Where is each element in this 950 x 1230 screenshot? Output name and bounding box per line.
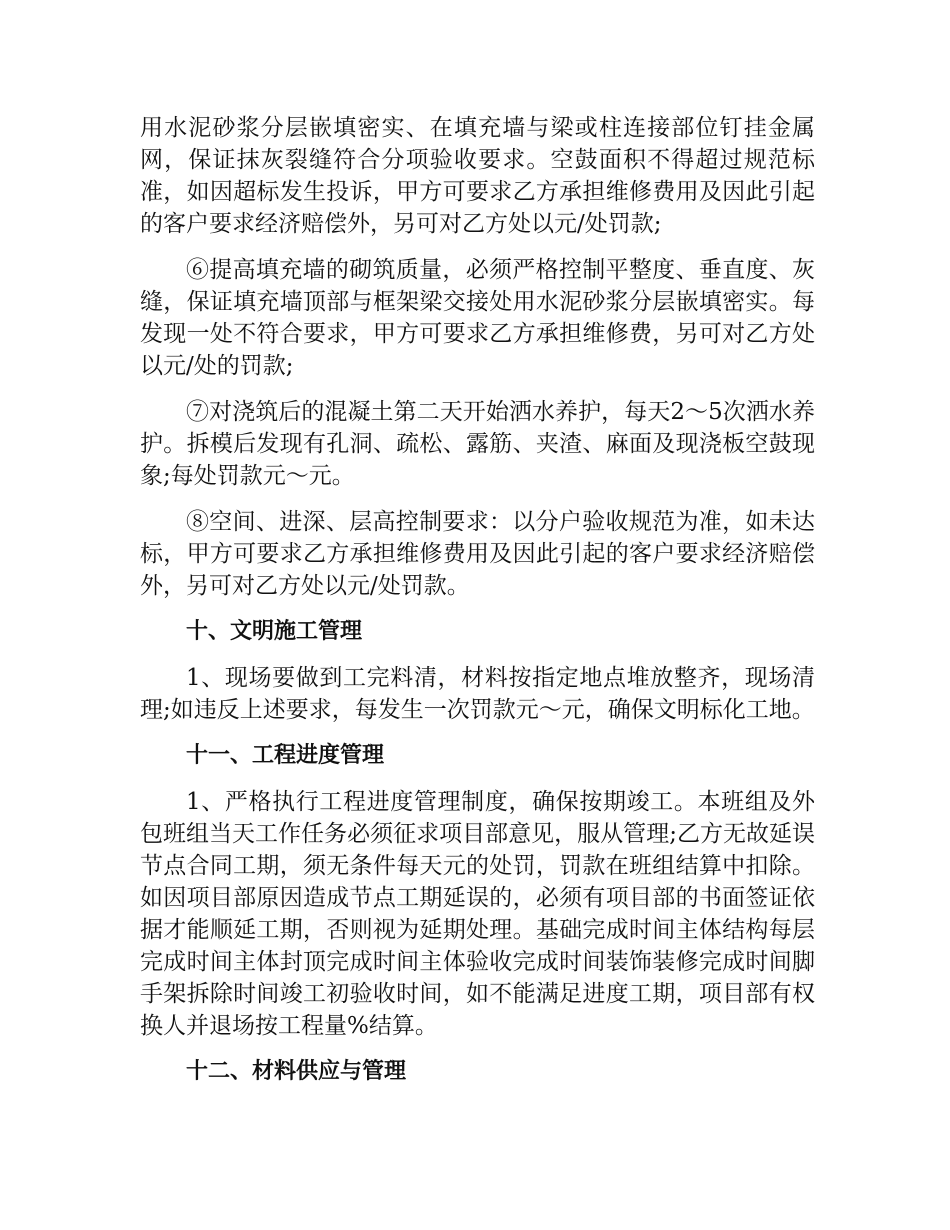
section-10-item-1: 1、现场要做到工完料清，材料按指定地点堆放整齐，现场清理;如违反上述要求，每发生一次罚款元～元，确保文明标化工地。 — [140, 665, 815, 723]
paragraph-item-6: ⑥提高填充墙的砌筑质量，必须严格控制平整度、垂直度、灰缝，保证填充墙顶部与框架梁交接处用水泥砂浆分层嵌填密实。每发现一处不符合要求，甲方可要求乙方承担维修费，另可对乙方处以元/处的罚款; — [140, 257, 815, 379]
document-body — [140, 112, 815, 1102]
paragraph-item-7: ⑦对浇筑后的混凝土第二天开始洒水养护，每天2～5次洒水养护。拆模后发现有孔洞、疏松、露筋、夹渣、麻面及现浇板空鼓现象;每处罚款元～元。 — [140, 399, 815, 489]
paragraph-continued: 用水泥砂浆分层嵌填密实、在填充墙与梁或柱连接部位钉挂金属网，保证抹灰裂缝符合分项验收要求。空鼓面积不得超过规范标准，如因超标发生投诉，甲方可要求乙方承担维修费用及因此引起的客户要求经济赔偿外，另可对乙方处以元/处罚款; — [140, 115, 815, 237]
paragraph-item-8: ⑧空间、进深、层高控制要求：以分户验收规范为准，如未达标，甲方可要求乙方承担维修费用及因此引起的客户要求经济赔偿外，另可对乙方处以元/处罚款。 — [140, 509, 815, 599]
section-heading-11: 十一、工程进度管理 — [186, 743, 385, 768]
section-heading-10: 十、文明施工管理 — [186, 619, 363, 644]
section-11-item-1: 1、严格执行工程进度管理制度，确保按期竣工。本班组及外包班组当天工作任务必须征求项目部意见，服从管理;乙方无故延误节点合同工期，须无条件每天元的处罚，罚款在班组结算中扣除。如因项目部原因造成节点工期延误的，必须有项目部的书面签证依据才能顺延工期，否则视为延期处理。基础完成时间主体结构每层完成时间主体封顶完成时间主体验收完成时间装饰装修完成时间脚手架拆除时间竣工初验收时间，如不能满足进度工期，项目部有权换人并退场按工程量%结算。 — [140, 789, 815, 1039]
section-heading-12: 十二、材料供应与管理 — [186, 1059, 407, 1084]
